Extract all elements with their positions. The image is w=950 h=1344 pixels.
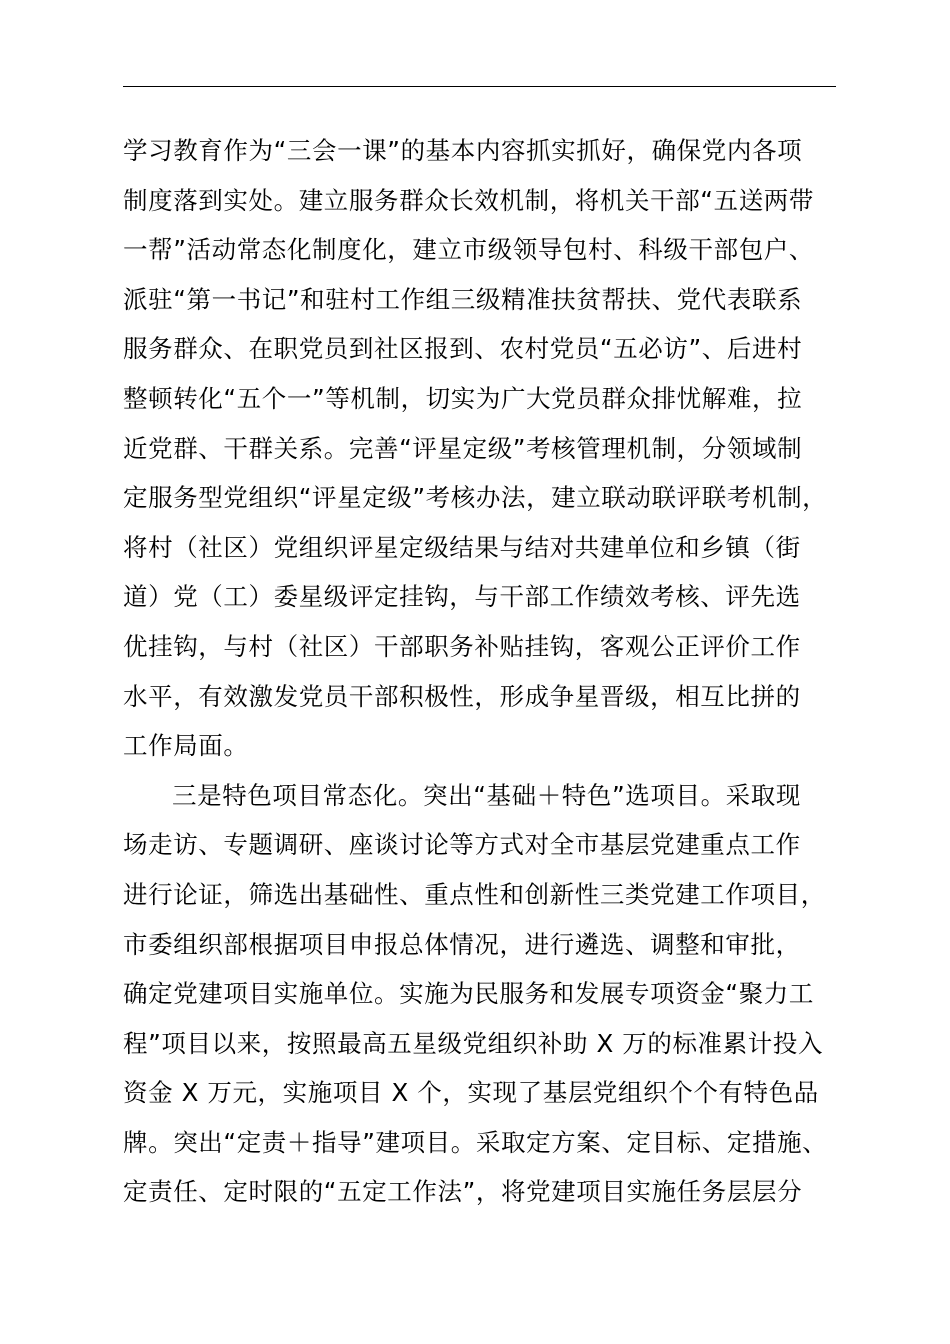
document-body [123,126,863,1217]
text-line: 市委组织部根据项目申报总体情况，进行遴选、调整和审批， [123,929,801,959]
text-line: 定责任、定时限的“五定工作法”，将党建项目实施任务层层分 [123,1177,803,1207]
text-line: 一帮”活动常态化制度化，建立市级领导包村、科级干部包户、 [123,235,814,265]
text-line: 近党群、干群关系。完善“评星定级”考核管理机制，分领域制 [123,433,803,463]
text-line: 场走访、专题调研、座谈讨论等方式对全市基层党建重点工作 [123,830,801,860]
text-line: 进行论证，筛选出基础性、重点性和创新性三类党建工作项目， [123,879,826,909]
text-line: 水平，有效激发党员干部积极性，形成争星晋级，相互比拼的 [123,681,801,711]
text-line: 程”项目以来，按照最高五星级党组织补助 X 万的标准累计投入 [123,1028,824,1058]
paragraph-start-line: 三是特色项目常态化。突出“基础＋特色”选项目。采取现 [172,780,801,810]
text-line: 将村（社区）党组织评星定级结果与结对共建单位和乡镇（街 [123,532,801,562]
text-line: 学习教育作为“三会一课”的基本内容抓实抓好，确保党内各项 [123,136,803,165]
text-line: 制度落到实处。建立服务群众长效机制，将机关干部“五送两带 [123,185,814,215]
header-rule [123,86,836,87]
text-line: 服务群众、在职党员到社区报到、农村党员“五必访”、后进村 [123,334,803,364]
text-line: 确定党建项目实施单位。实施为民服务和发展专项资金“聚力工 [123,979,814,1009]
text-line: 资金 X 万元，实施项目 X 个，实现了基层党组织个个有特色品 [123,1078,819,1108]
text-line: 定服务型党组织“评星定级”考核办法，建立联动联评联考机制， [123,483,828,513]
text-line: 派驻“第一书记”和驻村工作组三级精准扶贫帮扶、党代表联系 [123,284,803,314]
text-line: 牌。突出“定责＋指导”建项目。采取定方案、定目标、定措施、 [123,1127,828,1157]
text-line: 优挂钩，与村（社区）干部职务补贴挂钩，客观公正评价工作 [123,631,801,661]
text-line: 整顿转化“五个一”等机制，切实为广大党员群众排忧解难，拉 [123,383,803,413]
text-line: 道）党（工）委星级评定挂钩，与干部工作绩效考核、评先选 [123,582,801,612]
text-line: 工作局面。 [123,731,249,761]
